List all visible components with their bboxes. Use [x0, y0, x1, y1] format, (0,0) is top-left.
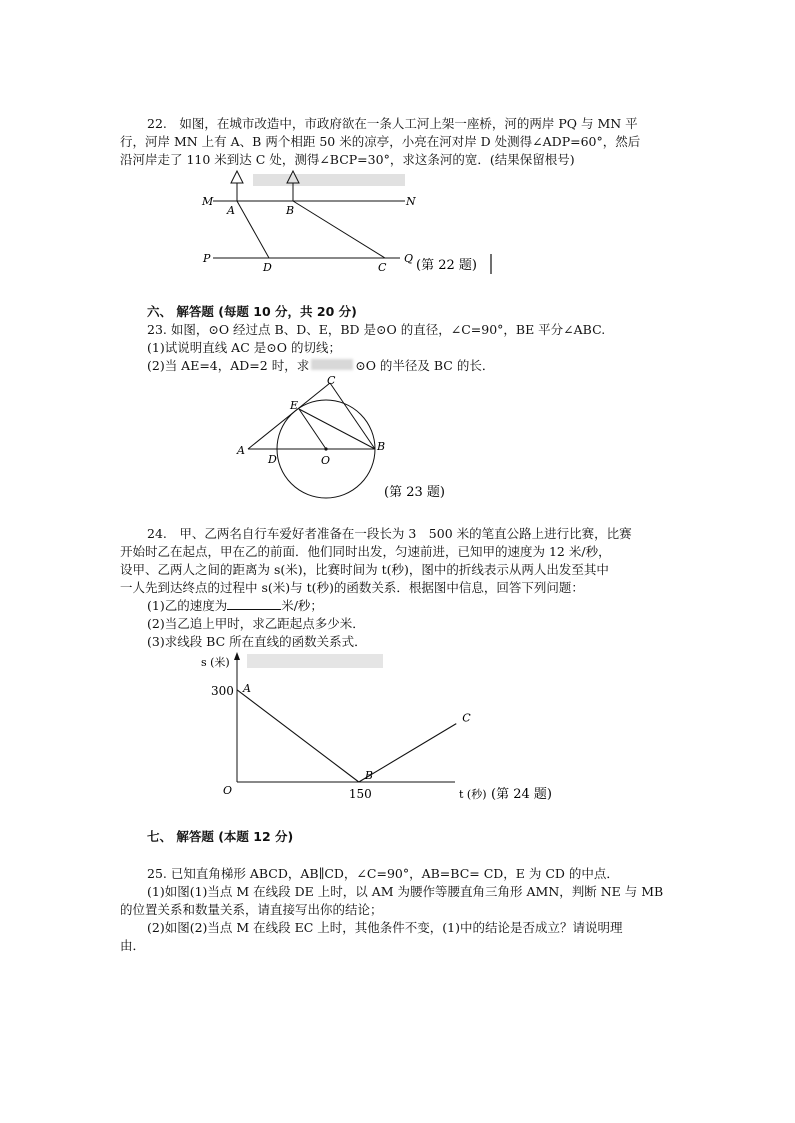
q24-line-3: 设甲、乙两人之间的距离为 s(米)，比赛时间为 t(秒)，图中的折线表示从两人出发至其中 [120, 562, 609, 577]
q24-part-2: (2)当乙追上甲时，求乙距起点多少米． [147, 616, 365, 631]
section-7-heading: 七、 解答题 (本题 12 分) [147, 829, 294, 844]
point-label-b: B [364, 769, 373, 782]
line-eo [299, 409, 326, 449]
label-b: B [377, 440, 386, 453]
blurred-region [247, 654, 383, 668]
q24-line-4: 一人先到达终点的过程中 s(米)与 t(秒)的函数关系．根据图中信息，回答下列问题： [120, 580, 584, 595]
origin-label: O [223, 784, 233, 797]
x-tick-label: 150 [348, 787, 372, 801]
label-p: P [203, 252, 211, 265]
label-d: D [268, 453, 277, 466]
q22-line-3: 沿河岸走了 110 米到达 C 处，测得∠BCP=30°，求这条河的宽．(结果保留根号) [120, 152, 575, 167]
line-eb [299, 409, 375, 449]
q22-line-1: 22. 如图，在城市改造中，市政府欲在一条人工河上架一座桥，河的两岸 PQ 与 MN 平 [147, 116, 638, 131]
center-dot [324, 447, 327, 450]
q24-part-1-unit: 米/秒； [281, 598, 323, 613]
y-tick-label: 300 [211, 683, 234, 698]
x-axis-label: t (秒) [459, 788, 487, 801]
answer-blank [227, 598, 281, 610]
q24-part-3: (3)求线段 BC 所在直线的函数关系式． [147, 634, 367, 649]
line-cb [330, 383, 375, 449]
q23-caption: (第 23 题) [384, 485, 445, 500]
q25-line-1: 25. 已知直角梯形 ABCD，AB∥CD，∠C=90°，AB=BC= CD，E 为 CD 的中点． [147, 866, 619, 881]
point-label-a: A [243, 681, 251, 695]
y-axis-arrow-icon [234, 652, 240, 660]
line-ac [248, 383, 330, 449]
label-q: Q [404, 252, 414, 265]
section-6-heading: 六、 解答题 (每题 10 分，共 20 分) [147, 304, 357, 319]
label-m: M [202, 195, 214, 208]
segment-ad [237, 201, 269, 258]
q22-line-2: 行，河岸 MN 上有 A、B 两个相距 50 米的凉亭，小亮在河对岸 D 处测得∠ADP=60°，然后 [120, 134, 641, 149]
q23-line-1: 23. 如图，⊙O 经过点 B、D、E，BD 是⊙O 的直径，∠C=90°，BE 平分∠ABC. [147, 322, 606, 337]
q25-line-4: (2)如图(2)当点 M 在线段 EC 上时，其他条件不变，(1)中的结论是否成立？请说明理 [147, 920, 623, 935]
q25-line-2: (1)如图(1)当点 M 在线段 DE 上时，以 AM 为腰作等腰直角三角形 AMN，判断 NE 与 MB [147, 884, 664, 899]
q24-chart [195, 650, 552, 810]
q23-line-3 [147, 358, 494, 374]
q23-figure [232, 375, 502, 507]
y-axis-label: s (米) [201, 656, 230, 669]
label-a: A [237, 444, 245, 457]
q23-line-2: (1)试说明直线 AC 是⊙O 的切线； [147, 340, 341, 355]
label-c: C [378, 261, 387, 274]
q23-line-3-end: ⊙O 的半径及 BC 的长． [355, 358, 495, 373]
label-n: N [406, 195, 416, 208]
segment-ab [237, 690, 359, 782]
q22-caption: (第 22 题) [416, 258, 477, 273]
blurred-region [253, 174, 405, 186]
q24-part-1-text: (1)乙的速度为 [147, 598, 228, 613]
label-c: C [327, 374, 336, 387]
q25-line-5: 由． [120, 938, 146, 953]
label-d: D [263, 261, 272, 274]
pavilion-a-icon [231, 171, 243, 183]
chart-caption: (第 24 题) [491, 787, 552, 802]
q24-line-2: 开始时乙在起点，甲在乙的前面．他们同时出发，匀速前进，已知甲的速度为 12 米/秒， [120, 544, 611, 559]
label-b: B [286, 204, 295, 217]
q25-line-3: 的位置关系和数量关系，请直接写出你的结论； [120, 902, 383, 917]
blurred-region [311, 359, 353, 370]
segment-bc [293, 201, 385, 258]
q22-figure [195, 168, 525, 278]
segment-bc [359, 724, 456, 782]
q24-part-1 [147, 598, 323, 614]
q24-line-1: 24. 甲、乙两名自行车爱好者准备在一段长为 3 500 米的笔直公路上进行比赛，比赛 [147, 526, 632, 541]
q23-line-3-start: (2)当 AE=4，AD=2 时，求 [147, 358, 310, 373]
point-label-c: C [462, 711, 471, 725]
label-a: A [227, 204, 235, 217]
label-e: E [290, 399, 299, 412]
label-o: O [321, 454, 331, 467]
